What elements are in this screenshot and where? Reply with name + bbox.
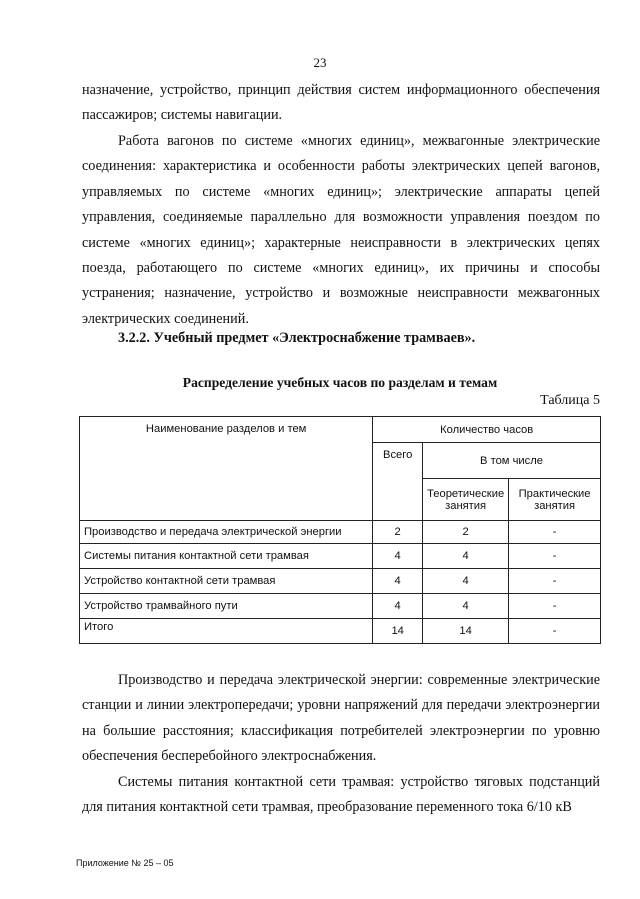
row-theory: 2 xyxy=(423,521,509,544)
table-caption: Распределение учебных часов по разделам и темам xyxy=(182,375,498,390)
row-name: Системы питания контактной сети трамвая xyxy=(80,544,373,569)
hours-table xyxy=(79,416,601,644)
row-name: Устройство трамвайного пути xyxy=(80,594,373,619)
row-total: 4 xyxy=(373,569,423,594)
paragraph-text: Производство и передача электрической энергии: современные электрические станции и линии электропередачи; уровни напряжений для передачи электроэнергии на большие расстояния; классификация потребителей электроэнергии по уровню обеспечения бесперебойного электроснабжения. xyxy=(82,672,600,765)
row-name: Итого xyxy=(80,619,373,644)
paragraph-multiple-units xyxy=(82,129,600,332)
row-theory: 4 xyxy=(423,544,509,569)
row-total: 4 xyxy=(373,594,423,619)
header-total: Всего xyxy=(373,443,423,521)
paragraph-power-systems xyxy=(82,770,600,821)
paragraph-energy-production xyxy=(82,668,600,770)
row-practice: - xyxy=(509,569,601,594)
paragraph-info-systems xyxy=(82,78,600,129)
page-number: 23 xyxy=(313,55,327,70)
row-theory: 4 xyxy=(423,569,509,594)
table-row-total xyxy=(80,619,601,644)
table-row xyxy=(80,544,601,569)
paragraph-text: Системы питания контактной сети трамвая: устройство тяговых подстанций для питания контактной сети трамвая, преобразование переменного тока 6/10 кВ xyxy=(82,774,600,816)
row-total: 14 xyxy=(373,619,423,644)
row-name: Устройство контактной сети трамвая xyxy=(80,569,373,594)
row-practice: - xyxy=(509,521,601,544)
header-hours: Количество часов xyxy=(373,417,601,443)
table-row xyxy=(80,594,601,619)
row-theory: 4 xyxy=(423,594,509,619)
row-practice: - xyxy=(509,619,601,644)
header-name: Наименование разделов и тем xyxy=(80,417,373,521)
row-total: 4 xyxy=(373,544,423,569)
row-practice: - xyxy=(509,594,601,619)
paragraph-text: Работа вагонов по системе «многих единиц», межвагонные электрические соединения: характеристика и особенности работы электрических цепей вагонов, управляемых по системе «многих единиц»; электрические аппараты цепей управления, соединяемые параллельно для возможности управления поездом по системе «многих единиц»; характерные неисправности в электрических цепях поезда, работающего по системе «многих единиц», их причины и способы устранения; назначение, устройство и возможные неисправности межвагонных электрических соединений. xyxy=(82,133,600,327)
row-theory: 14 xyxy=(423,619,509,644)
header-practice: Практические занятия xyxy=(509,479,601,521)
header-including: В том числе xyxy=(423,443,601,479)
table-number: Таблица 5 xyxy=(540,393,600,408)
header-theory: Теоретические занятия xyxy=(423,479,509,521)
row-total: 2 xyxy=(373,521,423,544)
row-name: Производство и передача электрической энергии xyxy=(80,521,373,544)
table-row xyxy=(80,569,601,594)
row-practice: - xyxy=(509,544,601,569)
section-heading: 3.2.2. Учебный предмет «Электроснабжение трамваев». xyxy=(118,330,476,346)
footer-annex-note: Приложение № 25 – 05 xyxy=(76,858,174,868)
table-row xyxy=(80,521,601,544)
paragraph-text: назначение, устройство, принцип действия систем информационного обеспечения пассажиров; системы навигации. xyxy=(82,82,600,124)
